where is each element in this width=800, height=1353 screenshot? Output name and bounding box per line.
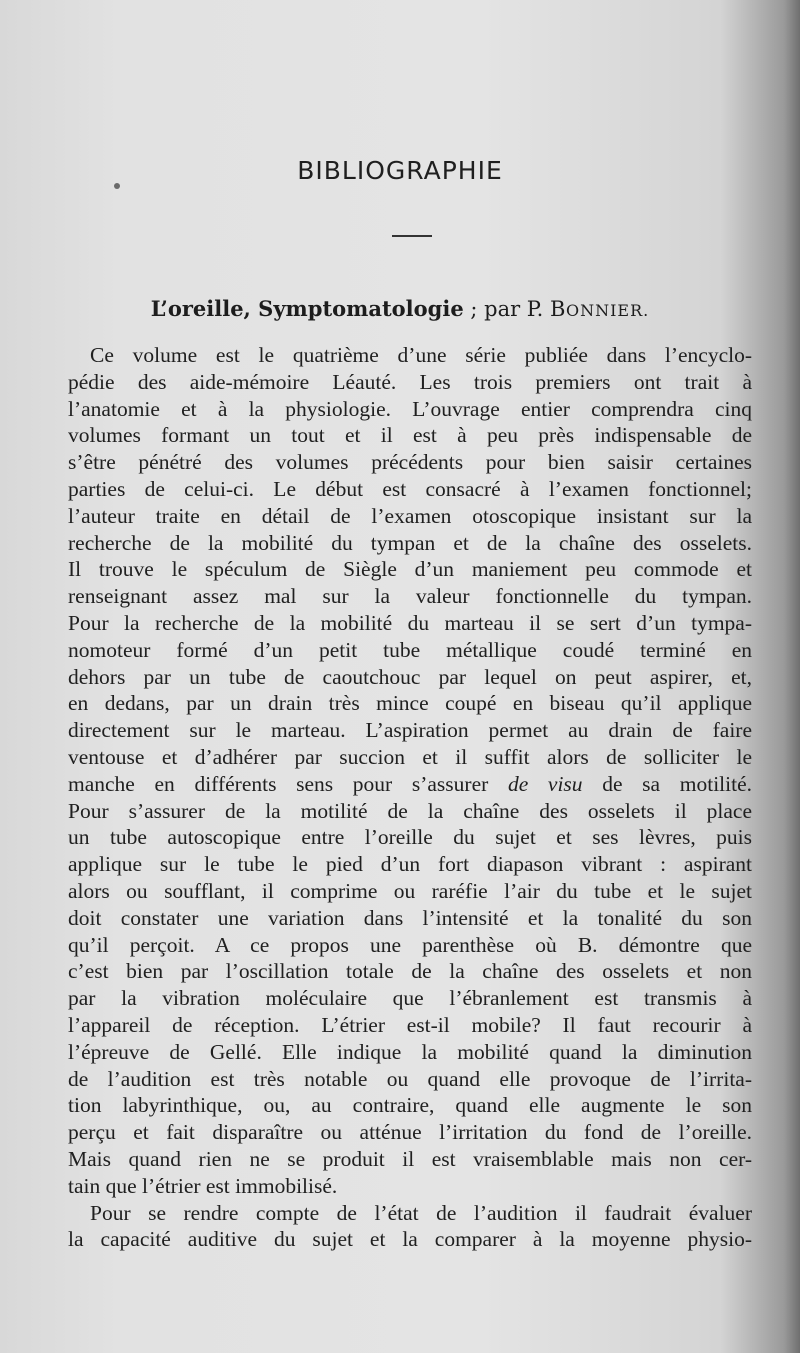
text-line: s’être pénétré des volumes précédents pour bien saisir certaines [68,450,752,475]
text-line: applique sur le tube le pied d’un fort diapason vibrant : aspirant [68,852,752,877]
text-line: c’est bien par l’oscillation totale de la chaîne des osselets et non [68,959,752,984]
text-line: Pour s’assurer de la motilité de la chaîne des osselets il place [68,798,752,823]
text-line: qu’il perçoit. A ce propos une parenthèse où B. démontre que [68,932,752,957]
text-line: Mais quand rien ne se produit il est vraisemblable mais non cer- [68,1146,752,1171]
text-line-with-italic [68,771,752,798]
text-line: en dedans, par un drain très mince coupé en biseau qu’il applique [68,691,752,716]
text-line: par la vibration moléculaire que l’ébranlement est transmis à [68,986,752,1011]
article-title [0,296,800,321]
text-line: nomoteur formé d’un petit tube métallique coudé terminé en [68,637,752,662]
text-line: renseignant assez mal sur la valeur fonctionnelle du tympan. [68,584,752,609]
text-line: tain que l’étrier est immobilisé. [68,1173,338,1198]
text-line: Pour se rendre compte de l’état de l’audition il faudrait évaluer [90,1200,752,1225]
section-heading: BIBLIOGRAPHIE [297,156,503,185]
book-title: L’oreille, Symptomatologie [150,296,464,321]
text-line: alors ou soufflant, il comprime ou raréfie l’air du tube et le sujet [68,878,752,903]
text-line: perçu et fait disparaître ou atténue l’irritation du fond de l’oreille. [68,1120,752,1145]
text-line: l’épreuve de Gellé. Elle indique la mobilité quand la diminution [68,1039,752,1064]
author-rest: ONNIER. [565,301,650,320]
text-line: Ce volume est le quatrième d’une série publiée dans l’encyclo- [90,343,752,367]
author-initial: B [550,297,566,321]
text-line-start: manche en différents sens pour s’assurer [68,771,489,796]
text-line: l’auteur traite en détail de l’examen otoscopique insistant sur la [68,503,752,528]
italic-phrase: de visu [507,771,583,796]
text-line: parties de celui-ci. Le début est consacré à l’examen fonctionnel; [68,476,752,501]
review-body [68,342,752,1253]
heading-rule [392,235,432,237]
text-line: pédie des aide-mémoire Léauté. Les trois premiers ont trait à [68,369,752,394]
text-line: Pour la recherche de la mobilité du marteau il se sert d’un tympa- [68,610,752,635]
text-line: doit constater une variation dans l’intensité et la tonalité du son [68,905,752,930]
text-line: de l’audition est très notable ou quand elle provoque de l’irrita- [68,1066,752,1091]
text-line: ventouse et d’adhérer par succion et il suffit alors de solliciter le [68,744,752,769]
text-line: dehors par un tube de caoutchouc par lequel on peut aspirer, et, [68,664,752,689]
text-line: Il trouve le spéculum de Siègle d’un maniement peu commode et [68,557,752,582]
text-line: un tube autoscopique entre l’oreille du sujet et ses lèvres, puis [68,825,752,850]
text-line: directement sur le marteau. L’aspiration permet au drain de faire [68,718,752,743]
text-line: volumes formant un tout et il est à peu près indispensable de [68,423,752,448]
text-line-tail: de sa motilité. [582,771,753,796]
text-line: l’anatomie et à la physiologie. L’ouvrage entier comprendra cinq [68,396,752,421]
text-line: tion labyrinthique, ou, au contraire, quand elle augmente le son [68,1093,752,1118]
text-line: la capacité auditive du sujet et la comparer à la moyenne physio- [68,1227,752,1252]
text-line: recherche de la mobilité du tympan et de la chaîne des osselets. [68,530,752,555]
author-name [550,297,649,321]
byline-prefix: ; par P. [463,297,551,321]
text-line: l’appareil de réception. L’étrier est-il mobile? Il faut recourir à [68,1012,752,1037]
